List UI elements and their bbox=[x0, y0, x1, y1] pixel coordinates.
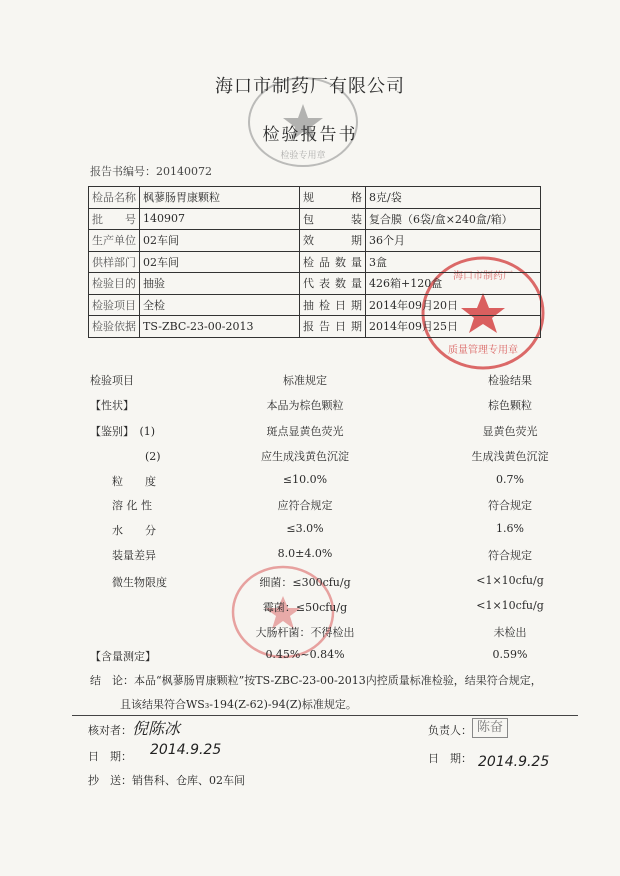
info-value: 02车间 bbox=[140, 230, 300, 252]
conclusion-line-1: 结 论：本品“枫蓼肠胃康颗粒”按TS-ZBC-23-00-2013内控质量标准检验，结果符合规定， bbox=[90, 674, 542, 687]
info-value: TS-ZBC-23-00-2013 bbox=[140, 316, 300, 338]
result-value: 棕色颗粒 bbox=[488, 399, 532, 412]
checker-signature: 倪陈冰 bbox=[132, 719, 181, 738]
result-standard: 细菌：≤300cfu/g bbox=[259, 576, 351, 589]
responsible-stamp: 陈奋 bbox=[472, 718, 508, 738]
info-label: 包 装 bbox=[300, 208, 366, 230]
result-standard: 0.45%~0.84% bbox=[265, 648, 345, 661]
date-right: 2014.9.25 bbox=[478, 754, 550, 770]
table-row bbox=[89, 273, 541, 295]
info-value: 3盒 bbox=[366, 251, 541, 273]
info-label: 抽检日期 bbox=[300, 294, 366, 316]
svg-text:质量管理专用章: 质量管理专用章 bbox=[448, 345, 518, 356]
results-header-res: 检验结果 bbox=[488, 374, 532, 387]
report-number: 报告书编号：20140072 bbox=[90, 165, 212, 178]
info-value: 02车间 bbox=[140, 251, 300, 273]
table-row bbox=[89, 208, 541, 230]
info-value: 2014年09月25日 bbox=[366, 316, 541, 338]
result-standard: 大肠杆菌：不得检出 bbox=[255, 626, 355, 639]
info-value: 36个月 bbox=[366, 230, 541, 252]
result-item: 装量差异 bbox=[90, 549, 156, 562]
table-row bbox=[89, 294, 541, 316]
info-label: 检验依据 bbox=[89, 316, 140, 338]
info-value: 426箱+120盒 bbox=[366, 273, 541, 295]
info-value: 抽验 bbox=[140, 273, 300, 295]
result-item: 微生物限度 bbox=[90, 576, 167, 589]
date-left: 2014.9.25 bbox=[150, 742, 222, 758]
result-value: 0.59% bbox=[492, 648, 528, 661]
result-value: 未检出 bbox=[493, 626, 527, 639]
result-standard: 应生成浅黄色沉淀 bbox=[261, 450, 349, 463]
conclusion-line-2: 且该结果符合WS₃-194(Z-62)-94(Z)标准规定。 bbox=[120, 698, 357, 711]
info-label: 生产单位 bbox=[89, 230, 140, 252]
info-label: 检验项目 bbox=[89, 294, 140, 316]
result-standard: 斑点显黄色荧光 bbox=[266, 425, 344, 438]
result-item: 粒 度 bbox=[90, 475, 156, 488]
svg-text:检验专用章: 检验专用章 bbox=[280, 151, 326, 161]
info-value: 140907 bbox=[140, 208, 300, 230]
result-item: (2) bbox=[90, 450, 161, 463]
results-header-std: 标准规定 bbox=[283, 374, 327, 387]
date-label-right: 日 期： bbox=[428, 752, 472, 765]
result-item: 【鉴别】 (1) bbox=[90, 425, 156, 438]
info-label: 供样部门 bbox=[89, 251, 140, 273]
sample-info-table bbox=[88, 186, 541, 338]
table-row bbox=[89, 316, 541, 338]
checker-label: 核对者： bbox=[88, 724, 132, 737]
result-item: 水 分 bbox=[90, 524, 156, 537]
result-value: 0.7% bbox=[496, 473, 524, 486]
info-value: 8克/袋 bbox=[366, 187, 541, 209]
result-value: <1×10cfu/g bbox=[476, 574, 544, 587]
info-value: 复合膜（6袋/盒×240盒/箱） bbox=[366, 208, 541, 230]
result-item: 【含量测定】 bbox=[90, 650, 156, 663]
result-value: 生成浅黄色沉淀 bbox=[471, 450, 549, 463]
result-value: 符合规定 bbox=[488, 549, 532, 562]
info-label: 代表数量 bbox=[300, 273, 366, 295]
result-value: 符合规定 bbox=[488, 499, 532, 512]
result-value: <1×10cfu/g bbox=[476, 599, 544, 612]
results-header-item: 检验项目 bbox=[90, 374, 134, 387]
info-value: 枫蓼肠胃康颗粒 bbox=[140, 187, 300, 209]
date-label-left: 日 期： bbox=[88, 750, 132, 763]
svg-text:海口市制药厂: 海口市制药厂 bbox=[453, 271, 513, 282]
info-label: 批 号 bbox=[89, 208, 140, 230]
info-label: 检品名称 bbox=[89, 187, 140, 209]
company-title: 海口市制药厂有限公司 bbox=[215, 76, 405, 97]
info-label: 检品数量 bbox=[300, 251, 366, 273]
info-value: 全检 bbox=[140, 294, 300, 316]
result-value: 1.6% bbox=[496, 522, 524, 535]
info-label: 规 格 bbox=[300, 187, 366, 209]
result-value: 显黄色荧光 bbox=[482, 425, 538, 438]
result-standard: 本品为棕色颗粒 bbox=[266, 399, 344, 412]
report-title: 检验报告书 bbox=[262, 125, 358, 145]
info-label: 效 期 bbox=[300, 230, 366, 252]
info-value: 2014年09月20日 bbox=[366, 294, 541, 316]
result-standard: ≤3.0% bbox=[286, 522, 324, 535]
responsible-label: 负责人： bbox=[428, 724, 472, 737]
result-standard: 应符合规定 bbox=[277, 499, 333, 512]
table-row bbox=[89, 230, 541, 252]
result-item: 溶 化 性 bbox=[90, 499, 152, 512]
info-label: 报告日期 bbox=[300, 316, 366, 338]
result-item: 【性状】 bbox=[90, 399, 134, 412]
table-row bbox=[89, 251, 541, 273]
result-standard: 霉菌：≤50cfu/g bbox=[262, 601, 348, 614]
info-label: 检验目的 bbox=[89, 273, 140, 295]
result-standard: ≤10.0% bbox=[282, 473, 328, 486]
table-row bbox=[89, 187, 541, 209]
copy-to: 抄 送：销售科、仓库、02车间 bbox=[88, 774, 245, 787]
result-standard: 8.0±4.0% bbox=[277, 547, 333, 560]
